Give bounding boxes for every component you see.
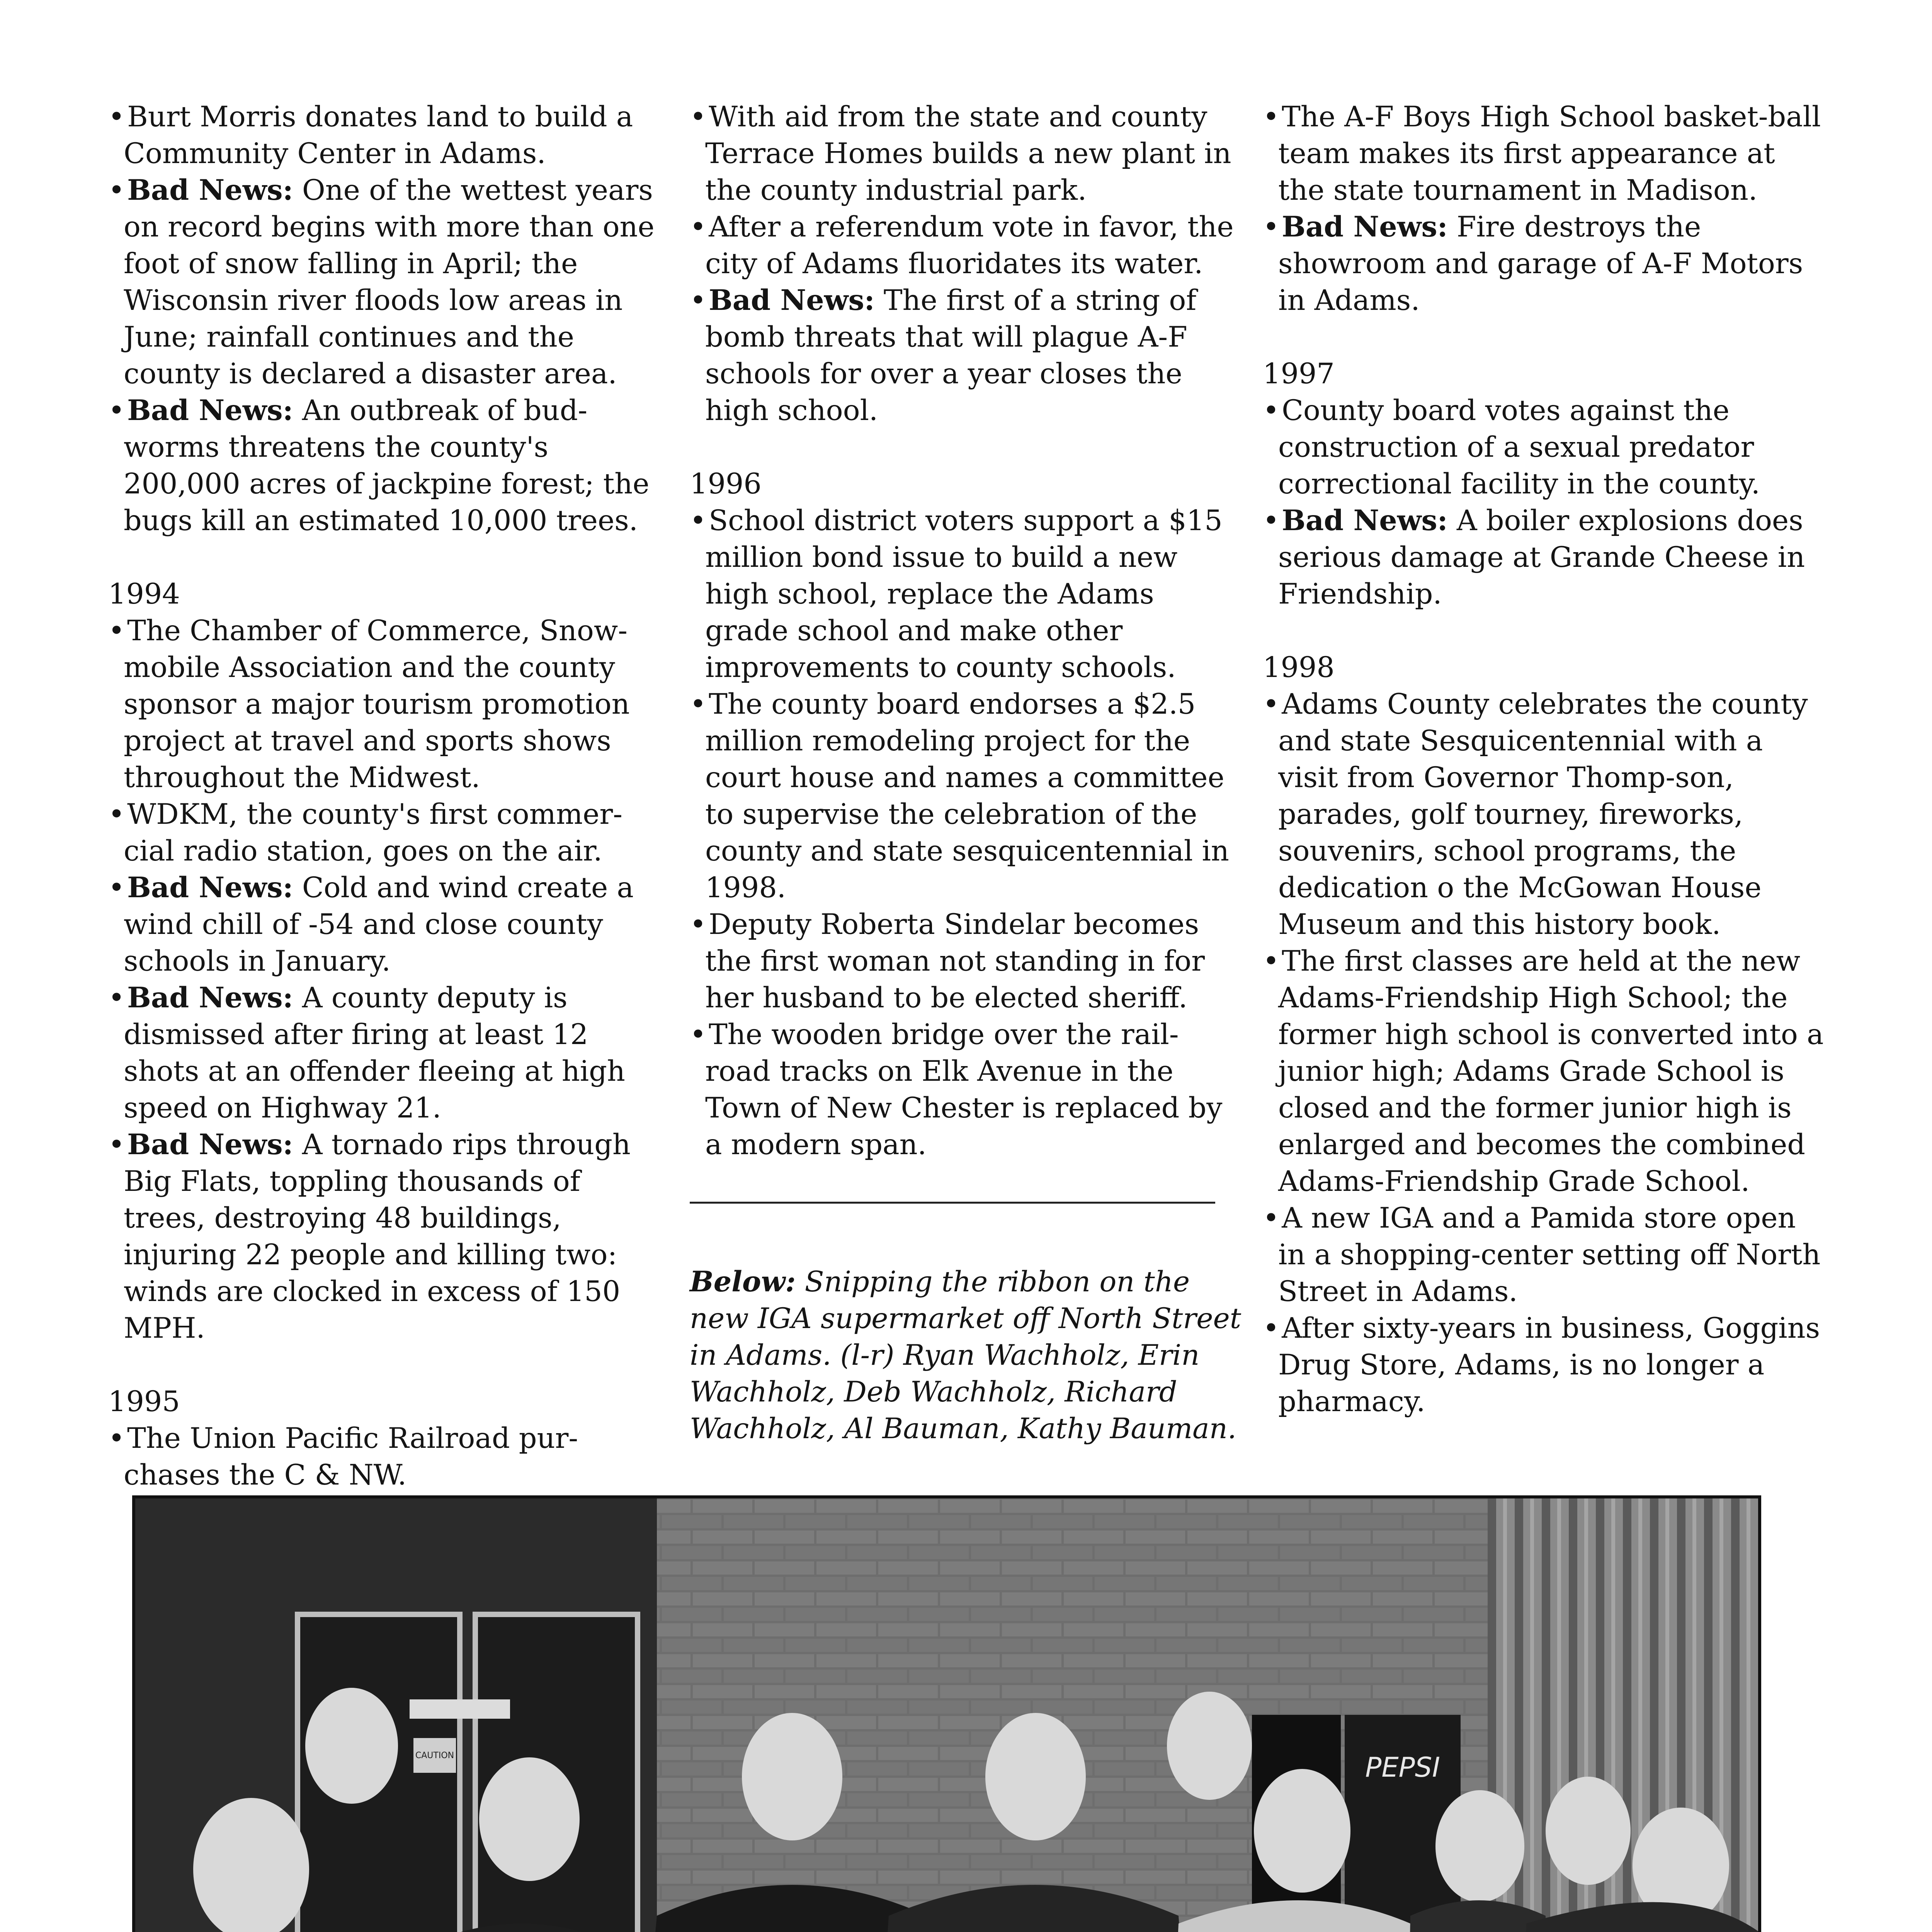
timeline-item-text: County board votes against the construction of a sexual predator correctional facility in the county. <box>1278 394 1760 500</box>
bullet-icon: • <box>690 211 707 243</box>
column-3-items-1998 <box>1263 686 1827 1420</box>
bullet-icon: • <box>690 1018 707 1051</box>
timeline-item <box>690 282 1242 429</box>
column-3 <box>1263 99 1827 1420</box>
timeline-item <box>1263 686 1827 943</box>
bad-news-label: Bad News: <box>127 173 293 207</box>
timeline-item <box>108 172 657 392</box>
timeline-item <box>108 1420 657 1493</box>
year-1998-heading: 1998 <box>1263 651 1335 684</box>
bad-news-label: Bad News: <box>1282 504 1448 537</box>
timeline-item <box>690 209 1242 282</box>
bullet-icon: • <box>108 100 125 133</box>
bullet-icon: • <box>108 1422 125 1455</box>
timeline-item <box>108 99 657 172</box>
timeline-item-text: After sixty-years in business, Goggins Drug Store, Adams, is no longer a pharmacy. <box>1278 1312 1820 1418</box>
bullet-icon: • <box>1263 1202 1280 1235</box>
timeline-item <box>1263 392 1827 502</box>
timeline-item-text: A county deputy is dismissed after firing at least 12 shots at an offender fleeing at high speed on Highway 21. <box>124 981 625 1124</box>
timeline-item-text: The Chamber of Commerce, Snow-mobile Association and the county sponsor a major tourism promotion project at travel and sports shows throughout the Midwest. <box>124 614 630 794</box>
column-3-items-1997 <box>1263 392 1827 612</box>
timeline-item <box>690 906 1242 1016</box>
timeline-item <box>690 99 1242 209</box>
bullet-icon: • <box>690 504 707 537</box>
year-1997-heading: 1997 <box>1263 357 1335 390</box>
caution-sign: CAUTION <box>415 1751 454 1760</box>
bullet-icon: • <box>690 908 707 941</box>
pepsi-sign: PEPSI <box>1365 1752 1440 1783</box>
bullet-icon: • <box>1263 1312 1280 1345</box>
timeline-item-text: The first of a string of bomb threats that will plague A-F schools for over a year closes the high school. <box>705 284 1197 427</box>
caption-lead: Below: <box>690 1265 796 1298</box>
timeline-item-text: The first classes are held at the new Adams-Friendship High School; the former high school is converted into a junior high; Adams Grade School is closed and the former junior high is enlarged and becomes the combined Adams-Friendship Grade School. <box>1278 945 1824 1198</box>
bullet-icon: • <box>108 871 125 904</box>
timeline-item-text: A boiler explosions does serious damage at Grande Cheese in Friendship. <box>1278 504 1805 611</box>
timeline-item <box>1263 1200 1827 1310</box>
timeline-item <box>108 612 657 796</box>
bullet-icon: • <box>108 174 125 207</box>
bullet-icon: • <box>108 394 125 427</box>
caption-text: Snipping the ribbon on the new IGA supermarket off North Street in Adams. (l-r) Ryan Wachholz, Erin Wachholz, Deb Wachholz, Richard Wachholz, Al Bauman, Kathy Bauman. <box>690 1265 1242 1445</box>
column-1 <box>108 99 657 1493</box>
bullet-icon: • <box>1263 211 1280 243</box>
bullet-icon: • <box>1263 100 1280 133</box>
year-1996-heading: 1996 <box>690 468 762 500</box>
bad-news-label: Bad News: <box>127 394 293 427</box>
bullet-icon: • <box>1263 945 1280 978</box>
timeline-item-text: Cold and wind create a wind chill of -54 and close county schools in January. <box>124 871 634 978</box>
timeline-item-text: An outbreak of bud-worms threatens the county's 200,000 acres of jackpine forest; the bugs kill an estimated 10,000 trees. <box>124 394 650 537</box>
timeline-item-text: A tornado rips through Big Flats, toppling thousands of trees, destroying 48 buildings, injuring 22 people and killing two: winds are clocked in excess of 150 MPH. <box>124 1128 631 1345</box>
column-2 <box>690 99 1242 1475</box>
column-2-items-top <box>690 99 1242 429</box>
timeline-item-text: WDKM, the county's first commer-cial radio station, goes on the air. <box>124 798 622 867</box>
column-1-items-1994 <box>108 612 657 1347</box>
timeline-item <box>1263 1310 1827 1420</box>
bad-news-label: Bad News: <box>127 981 293 1014</box>
timeline-item-text: The A-F Boys High School basket-ball team makes its first appearance at the state tournament in Madison. <box>1278 100 1821 207</box>
column-1-items-top <box>108 99 657 539</box>
timeline-item <box>1263 502 1827 612</box>
timeline-item-text: Fire destroys the showroom and garage of A-F Motors in Adams. <box>1278 211 1803 317</box>
bullet-icon: • <box>108 1128 125 1161</box>
timeline-item <box>1263 99 1827 209</box>
bullet-icon: • <box>690 100 707 133</box>
timeline-item <box>108 980 657 1126</box>
timeline-item <box>690 686 1242 906</box>
timeline-item-text: Deputy Roberta Sindelar becomes the first woman not standing in for her husband to be elected sheriff. <box>705 908 1205 1014</box>
timeline-item-text: Adams County celebrates the county and state Sesquicentennial with a visit from Governor Thomp-son, parades, golf tourney, fireworks, souvenirs, school programs, the dedication o the McGowan House Museum and this history book. <box>1278 688 1808 941</box>
timeline-item <box>108 796 657 869</box>
timeline-item-text: School district voters support a $15 million bond issue to build a new high school, replace the Adams grade school and make other improvements to county schools. <box>705 504 1223 684</box>
year-1995-heading: 1995 <box>108 1385 180 1418</box>
bad-news-label: Bad News: <box>127 1128 293 1161</box>
timeline-item-text: The wooden bridge over the rail-road tracks on Elk Avenue in the Town of New Chester is replaced by a modern span. <box>705 1018 1223 1161</box>
column-1-items-1995 <box>108 1420 657 1493</box>
timeline-item <box>1263 943 1827 1200</box>
timeline-item-text: After a referendum vote in favor, the city of Adams fluoridates its water. <box>705 211 1234 280</box>
column-3-items-top <box>1263 99 1827 319</box>
timeline-item <box>690 1016 1242 1163</box>
bullet-icon: • <box>108 798 125 831</box>
bullet-icon: • <box>108 981 125 1014</box>
timeline-item-text: With aid from the state and county Terrace Homes builds a new plant in the county industrial park. <box>705 100 1231 207</box>
timeline-item-text: The county board endorses a $2.5 million remodeling project for the court house and names a committee to supervise the celebration of the county and state sesquicentennial in 1998. <box>705 688 1229 904</box>
timeline-item-text: One of the wettest years on record begins with more than one foot of snow falling in April; the Wisconsin river floods low areas in June; rainfall continues and the county is declared a disaster area. <box>124 174 655 390</box>
timeline-item <box>108 1126 657 1347</box>
timeline-item <box>108 869 657 980</box>
timeline-item <box>108 392 657 539</box>
timeline-item <box>690 502 1242 686</box>
ribbon-cutting-photo <box>132 1495 1761 1932</box>
bullet-icon: • <box>1263 394 1280 427</box>
bad-news-label: Bad News: <box>127 871 293 904</box>
bullet-icon: • <box>108 614 125 647</box>
timeline-item-text: A new IGA and a Pamida store open in a shopping-center setting off North Street in Adams. <box>1278 1202 1821 1308</box>
column-2-items-1996 <box>690 502 1242 1163</box>
timeline-item-text: The Union Pacific Railroad pur-chases the C & NW. <box>124 1422 578 1492</box>
photo-caption <box>690 1264 1242 1447</box>
bullet-icon: • <box>1263 504 1280 537</box>
timeline-item <box>1263 209 1827 319</box>
bullet-icon: • <box>690 284 707 317</box>
bullet-icon: • <box>690 688 707 721</box>
year-1994-heading: 1994 <box>108 578 180 611</box>
bad-news-label: Bad News: <box>1282 210 1448 243</box>
bullet-icon: • <box>1263 688 1280 721</box>
caption-divider <box>690 1202 1215 1204</box>
timeline-item-text: Burt Morris donates land to build a Community Center in Adams. <box>124 100 633 170</box>
bad-news-label: Bad News: <box>709 284 875 317</box>
